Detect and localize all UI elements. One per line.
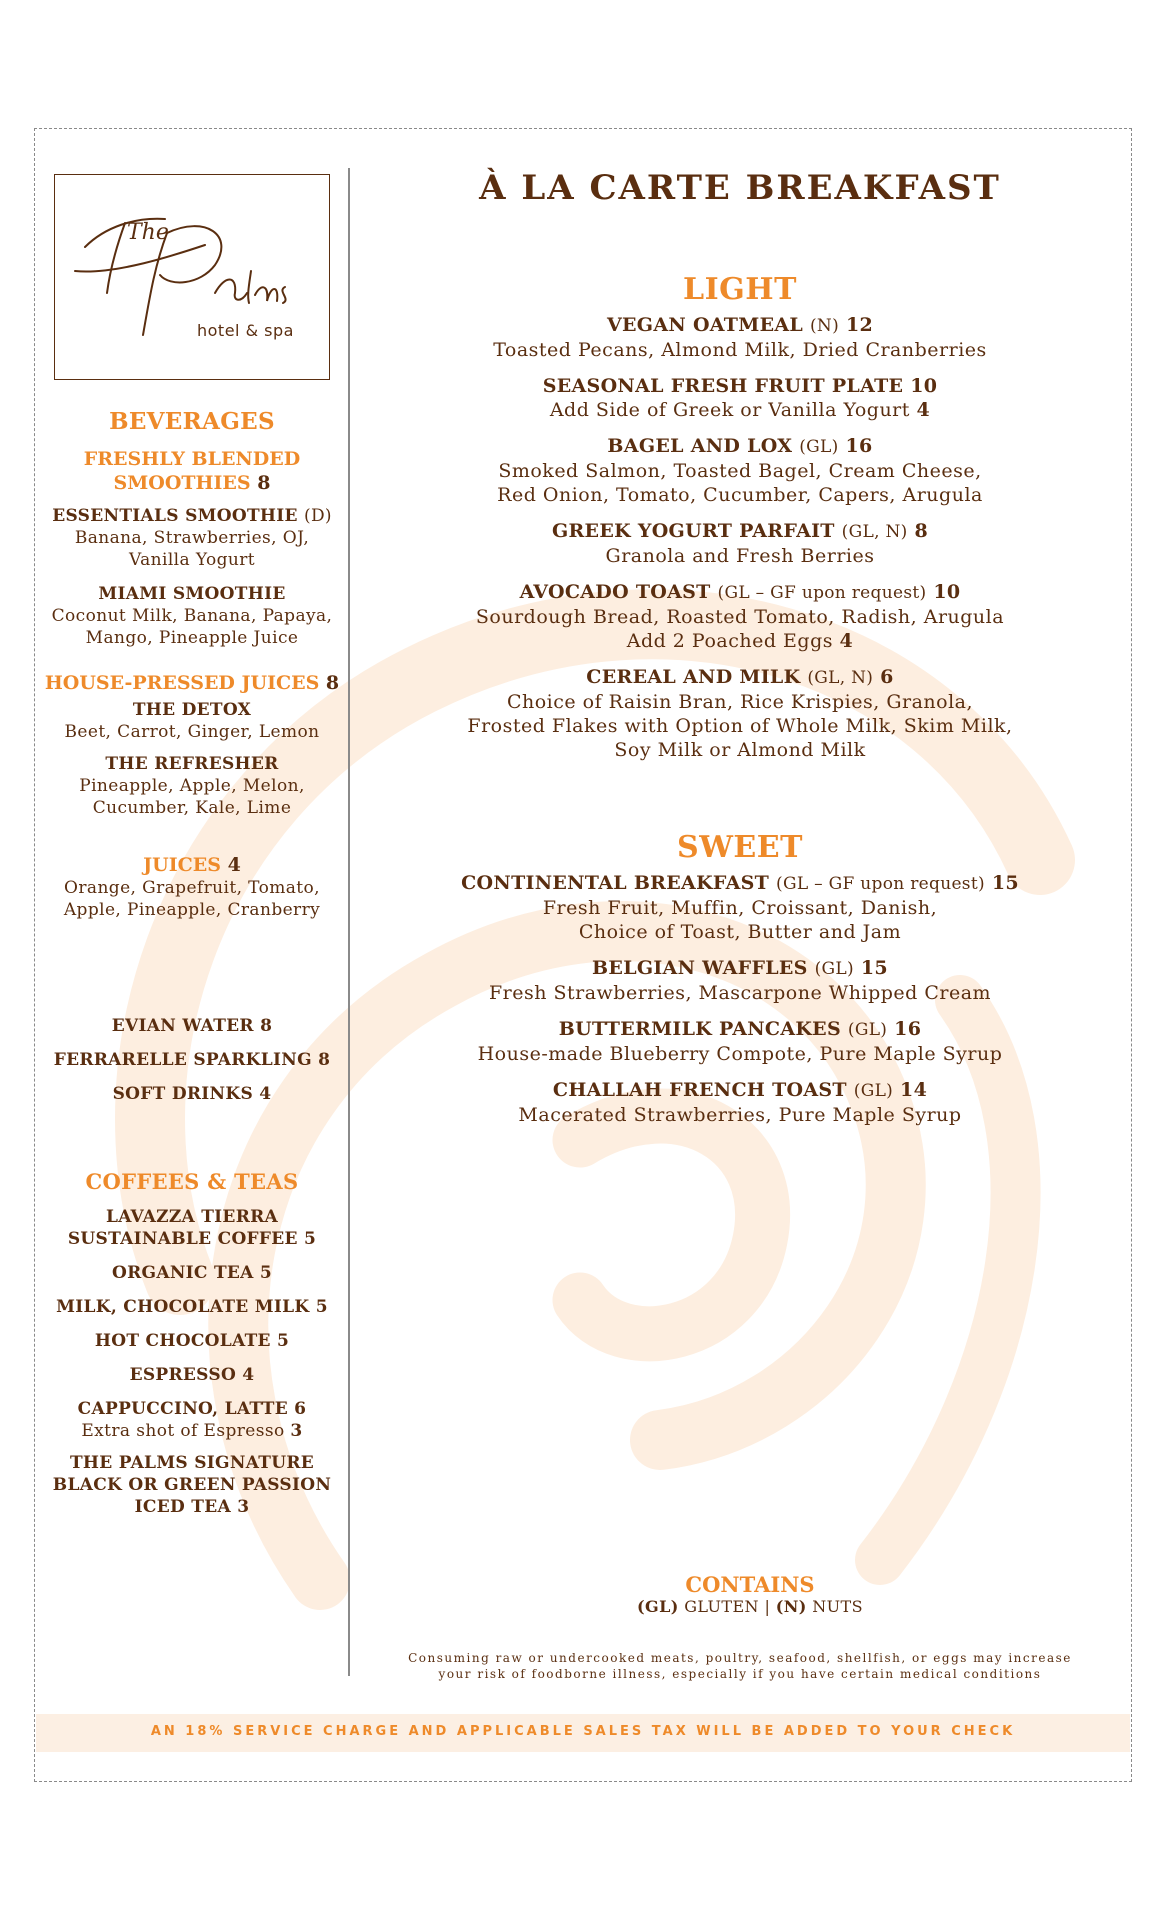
- menu-item: SEASONAL FRESH FRUIT PLATE 10 Add Side of Greek or Vanilla Yogurt 4: [542, 375, 938, 421]
- menu-item: VEGAN OATMEAL (N) 12 Toasted Pecans, Almond Milk, Dried Cranberries: [493, 314, 987, 361]
- menu-item: BUTTERMILK PANCAKES (GL) 16 House-made Blueberry Compote, Pure Maple Syrup: [477, 1018, 1003, 1065]
- menu-item: ESSENTIALS SMOOTHIE (D) Banana, Strawberries, OJ, Vanilla Yogurt: [52, 506, 332, 570]
- juices-section: JUICES 4 Orange, Grapefruit, Tomato, Apple, Pineapple, Cranberry: [44, 853, 340, 921]
- menu-item: CHALLAH FRENCH TOAST (GL) 14 Macerated Strawberries, Pure Maple Syrup: [518, 1079, 962, 1126]
- light-heading: LIGHT: [683, 272, 797, 307]
- smoothies-section: [44, 447, 340, 649]
- pressed-juices-section: [44, 671, 340, 819]
- smoothies-heading: FRESHLY BLENDED SMOOTHIES 8: [83, 448, 301, 494]
- menu-item: EVIAN WATER 8: [111, 1016, 273, 1036]
- food-column: [360, 168, 1120, 1139]
- menu-item: BAGEL AND LOX (GL) 16 Smoked Salmon, Toasted Bagel, Cream Cheese, Red Onion, Tomato, Cucumber, Capers, Arugula: [497, 435, 983, 506]
- menu-item: AVOCADO TOAST (GL – GF upon request) 10 Sourdough Bread, Roasted Tomato, Radish, Arugula Add 2 Poached Eggs 4: [475, 581, 1005, 652]
- waters-section: [44, 1015, 340, 1105]
- page-title: À LA CARTE BREAKFAST: [479, 168, 1001, 208]
- juices-heading: JUICES 4: [143, 854, 241, 876]
- menu-item: SOFT DRINKS 4: [112, 1084, 272, 1104]
- menu-item: FERRARELLE SPARKLING 8: [53, 1050, 331, 1070]
- menu-item: MILK, CHOCOLATE MILK 5: [56, 1297, 328, 1317]
- menu-item: CAPPUCCINO, LATTE 6 Extra shot of Espresso 3: [77, 1399, 307, 1441]
- menu-item: CEREAL AND MILK (GL, N) 6 Choice of Raisin Bran, Rice Krispies, Granola, Frosted Flakes with Option of Whole Milk, Skim Milk, Soy Milk or Almond Milk: [467, 666, 1013, 761]
- coffees-section: [44, 1169, 340, 1518]
- menu-item: ESPRESSO 4: [129, 1365, 255, 1385]
- menu-item: CONTINENTAL BREAKFAST (GL – GF upon request) 15 Fresh Fruit, Muffin, Croissant, Danish, Choice of Toast, Butter and Jam: [461, 872, 1019, 943]
- menu-item: MIAMI SMOOTHIE Coconut Milk, Banana, Papaya, Mango, Pineapple Juice: [51, 584, 333, 648]
- sweet-heading: SWEET: [677, 830, 803, 865]
- svg-text:The: The: [127, 220, 169, 245]
- service-charge-notice: AN 18% SERVICE CHARGE AND APPLICABLE SALES TAX WILL BE ADDED TO YOUR CHECK: [150, 1724, 1016, 1739]
- logo-subtitle: hotel & spa: [197, 321, 294, 340]
- menu-item: BELGIAN WAFFLES (GL) 15 Fresh Strawberries, Mascarpone Whipped Cream: [488, 957, 992, 1004]
- sweet-section: [360, 830, 1120, 1127]
- column-divider: [348, 168, 350, 1676]
- contains-heading: CONTAINS: [685, 1572, 815, 1597]
- beverages-column: [44, 408, 340, 1518]
- allergen-codes: (GL) GLUTEN | (N) NUTS: [637, 1597, 863, 1616]
- allergen-legend: [600, 1572, 900, 1616]
- menu-item: HOT CHOCOLATE 5: [94, 1331, 290, 1351]
- menu-item: THE PALMS SIGNATURE BLACK OR GREEN PASSION ICED TEA 3: [52, 1453, 332, 1517]
- menu-item: THE DETOX Beet, Carrot, Ginger, Lemon: [64, 700, 320, 742]
- pressed-juices-heading: HOUSE-PRESSED JUICES 8: [44, 672, 340, 694]
- light-section: [360, 272, 1120, 762]
- hotel-logo: [54, 174, 330, 380]
- palms-script-logo-icon: [55, 175, 331, 381]
- menu-item: ORGANIC TEA 5: [111, 1263, 273, 1283]
- menu-item: THE REFRESHER Pineapple, Apple, Melon, Cucumber, Kale, Lime: [79, 754, 305, 818]
- menu-item: LAVAZZA TIERRA SUSTAINABLE COFFEE 5: [67, 1207, 317, 1249]
- coffees-heading: COFFEES & TEAS: [85, 1169, 299, 1194]
- food-safety-warning: Consuming raw or undercooked meats, poultry, seafood, shellfish, or eggs may increase your risk of foodborne illness, especially if you have certain medical conditions: [408, 1651, 1072, 1681]
- menu-item: GREEK YOGURT PARFAIT (GL, N) 8 Granola and Fresh Berries: [551, 520, 929, 567]
- beverages-heading: BEVERAGES: [109, 408, 275, 435]
